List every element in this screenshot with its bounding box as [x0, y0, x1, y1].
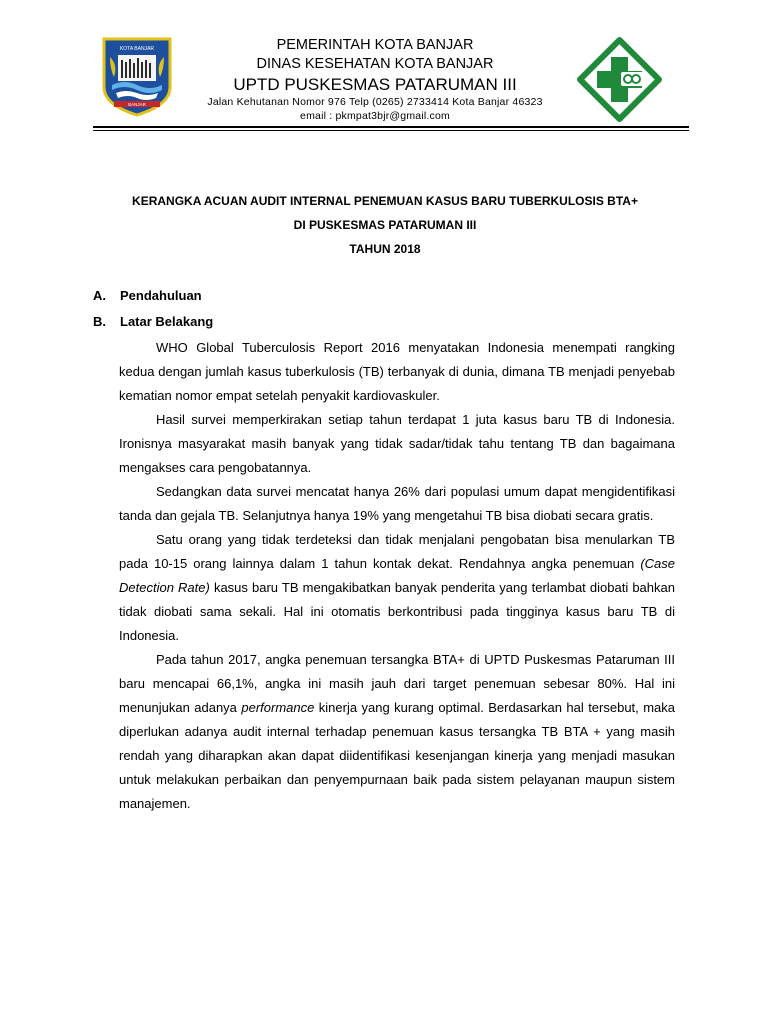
- letterhead-rule-thick: [93, 126, 689, 128]
- document-title: [80, 193, 690, 265]
- letterhead-email: email : pkmpat3bjr@gmail.com: [300, 110, 450, 122]
- title-line-2: DI PUSKESMAS PATARUMAN III: [293, 218, 477, 232]
- letterhead-institution: UPTD PUSKESMAS PATARUMAN III: [233, 75, 517, 94]
- paragraph-5-italic: performance: [241, 700, 315, 715]
- paragraph-4-italic: (Case Detection Rate): [119, 556, 675, 595]
- paragraph-4-text-b: kasus baru TB mengakibatkan banyak penderita yang terlambat diobati bahkan tidak diobati sama sekali. Hal ini otomatis berkontribusi pada tingginya kasus baru TB di Indonesia.: [119, 580, 675, 643]
- seal-text-top: KOTA BANJAR: [119, 46, 155, 52]
- paragraph-5: [119, 648, 675, 816]
- letterhead-department: DINAS KESEHATAN KOTA BANJAR: [256, 56, 494, 72]
- letterhead-address: Jalan Kehutanan Nomor 976 Telp (0265) 2733414 Kota Banjar 46323: [207, 96, 543, 108]
- letterhead-government: PEMERINTAH KOTA BANJAR: [276, 37, 474, 53]
- letterhead-rule-thin: [93, 130, 689, 131]
- seal-text-bottom: BANJAR: [128, 102, 146, 107]
- section-b-number: B.: [93, 314, 106, 329]
- paragraph-3: Sedangkan data survei mencatat hanya 26% dari populasi umum dapat mengidentifikasi tanda dan gejala TB. Selanjutnya hanya 19% yang mengetahui TB bisa diobati secara gratis.: [119, 484, 675, 523]
- section-b-heading: [93, 314, 213, 329]
- section-b-label: Latar Belakang: [120, 314, 214, 329]
- paragraph-5-text-b: kinerja yang kurang optimal. Berdasarkan hal tersebut, maka diperlukan adanya audit internal terhadap penemuan kasus tersangka TB BTA + yang masih rendah yang diharapkan akan dapat diidentifikasi kesenjangan kinerja yang menjadi masukan untuk melakukan perbaikan dan penyempurnaan baik pada sistem pelayanan maupun sistem manajemen.: [119, 700, 675, 811]
- paragraph-5-text-a: Pada tahun 2017, angka penemuan tersangka BTA+ di UPTD Puskesmas Pataruman III baru mencapai 66,1%, angka ini masih jauh dari target penemuan sebesar 80%. Hal ini menunjukan adanya: [119, 652, 675, 715]
- paragraph-4: [119, 528, 675, 648]
- section-a-number: A.: [93, 288, 106, 303]
- letterhead: [180, 36, 570, 123]
- kota-banjar-seal-logo: [96, 35, 178, 117]
- paragraph-4-text-a: Satu orang yang tidak terdeteksi dan tidak menjalani pengobatan bisa menularkan TB pada 10-15 orang lainnya dalam 1 tahun kontak dekat. Rendahnya angka penemuan: [119, 532, 675, 571]
- paragraph-1: WHO Global Tuberculosis Report 2016 menyatakan Indonesia menempati rangking kedua dengan jumlah kasus tuberkulosis (TB) terbanyak di dunia, dimana TB menjadi penyebab kematian nomor empat setelah penyakit kardiovaskuler.: [119, 340, 675, 403]
- title-line-1: KERANGKA ACUAN AUDIT INTERNAL PENEMUAN KASUS BARU TUBERKULOSIS BTA+: [132, 194, 638, 208]
- section-a-heading: [93, 288, 202, 303]
- section-a-label: Pendahuluan: [120, 288, 202, 303]
- section-b-body: [119, 336, 675, 816]
- paragraph-2: Hasil survei memperkirakan setiap tahun terdapat 1 juta kasus baru TB di Indonesia. Ironisnya masyarakat masih banyak yang tidak sadar/tidak tahu tentang TB dan bagaimana mengakses cara pengobatannya.: [119, 412, 675, 475]
- puskesmas-logo: [577, 37, 662, 122]
- title-line-3: TAHUN 2018: [349, 242, 421, 256]
